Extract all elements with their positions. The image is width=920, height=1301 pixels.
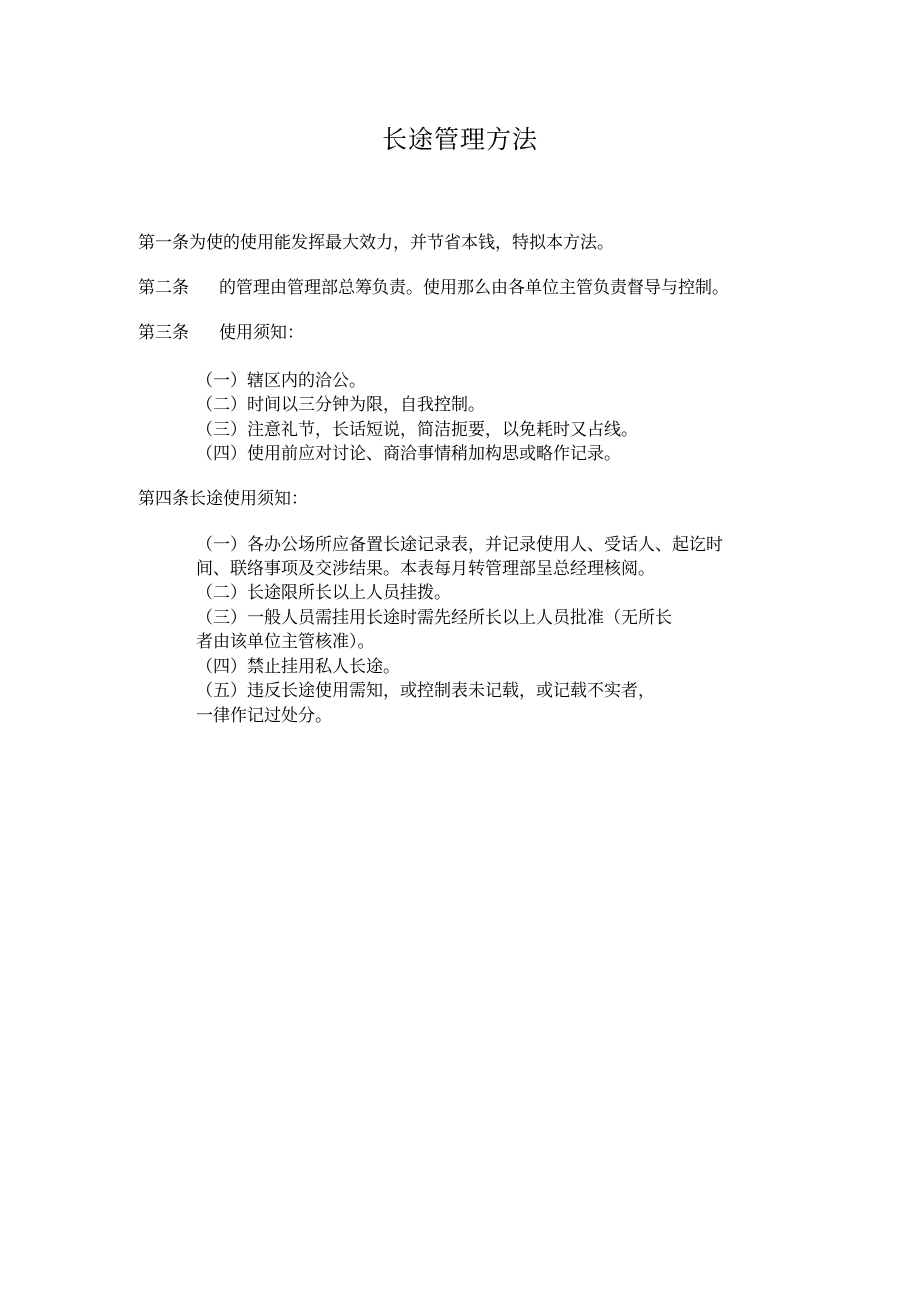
article-2-label: 第二条	[138, 278, 189, 298]
article-3-label: 第三条	[138, 323, 189, 343]
article-3-item-2: （二）时间以三分钟为限，自我控制。	[196, 395, 485, 415]
article-4-item-1-line-1: （一）各办公场所应备置长途记录表，并记录使用人、受话人、起讫时	[196, 535, 723, 555]
article-4-item-4: （四）禁止挂用私人长途。	[196, 657, 400, 677]
article-4-item-5-line-1: （五）违反长途使用需知，或控制表未记载，或记载不实者，	[196, 681, 655, 701]
article-3-text: 使用须知：	[219, 323, 304, 343]
article-4-item-3-line-2: 者由该单位主管核准）。	[196, 632, 375, 652]
document-title: 长途管理方法	[381, 125, 538, 154]
article-4: 第四条长途使用须知：	[138, 489, 308, 509]
article-4-item-3-line-1: （三）一般人员需挂用长途时需先经所长以上人员批准（无所长	[196, 608, 672, 628]
article-2	[138, 276, 729, 300]
article-3-item-4: （四）使用前应对讨论、商洽事情稍加构思或略作记录。	[196, 444, 621, 464]
article-4-item-2: （二）长途限所长以上人员挂拨。	[196, 583, 451, 603]
article-3-item-3: （三）注意礼节，长话短说，简洁扼要，以免耗时又占线。	[196, 420, 638, 440]
article-4-item-5-line-2: 一律作记过处分。	[196, 706, 332, 726]
article-3	[138, 321, 304, 345]
article-1: 第一条为使的使用能发挥最大效力，并节省本钱，特拟本方法。	[138, 233, 614, 253]
article-2-text: 的管理由管理部总筹负责。使用那么由各单位主管负责督导与控制。	[219, 278, 729, 298]
article-4-item-1-line-2: 间、联络事项及交涉结果。本表每月转管理部呈总经理核阅。	[196, 559, 655, 579]
article-3-item-1: （一）辖区内的洽公。	[196, 371, 366, 391]
